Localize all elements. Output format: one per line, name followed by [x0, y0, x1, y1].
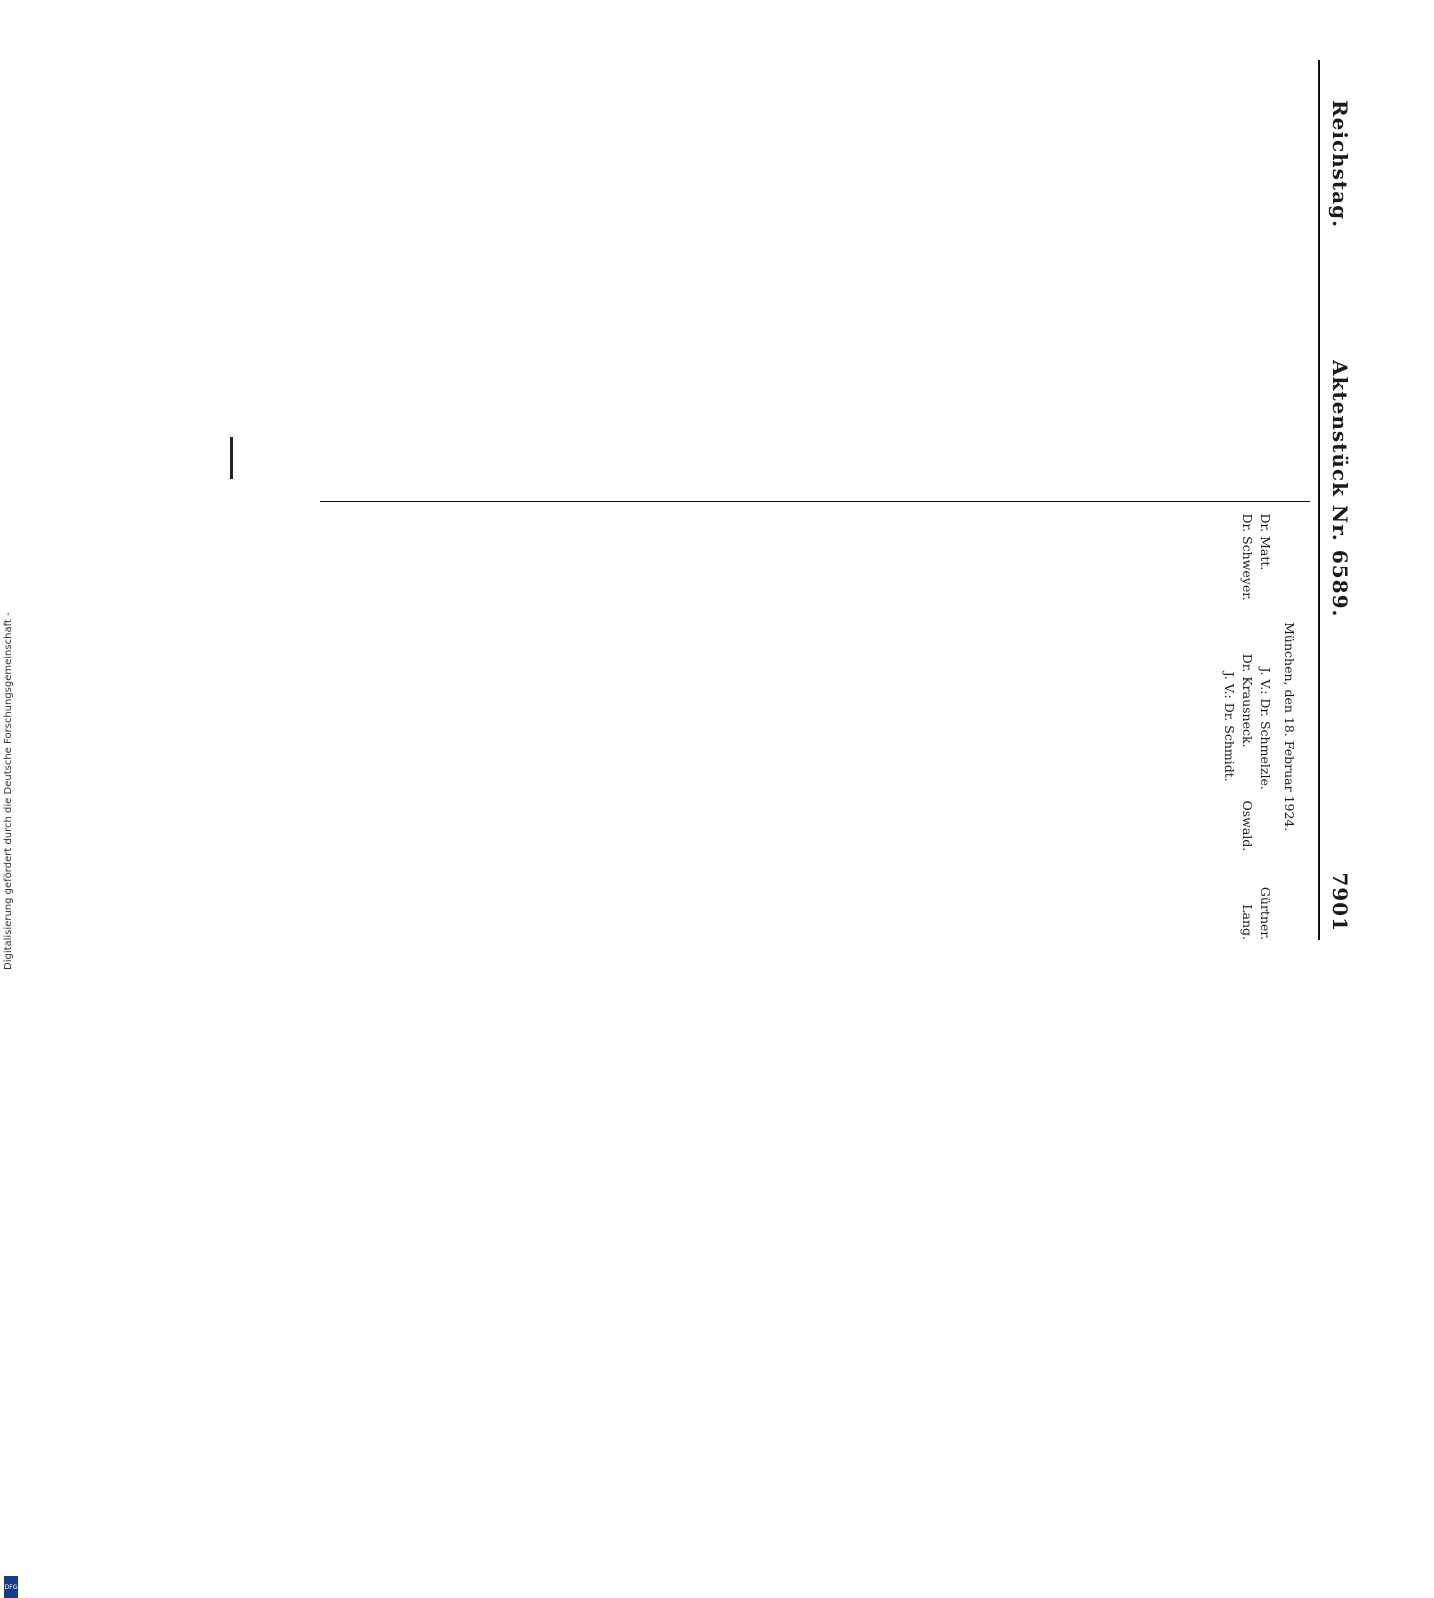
margin-mark	[230, 437, 233, 479]
signature-block	[1220, 514, 1299, 941]
column-right	[320, 501, 1310, 941]
text-columns	[320, 60, 1310, 940]
dfg-logo: DFG	[4, 1576, 18, 1598]
header-left: Reichstag.	[1328, 100, 1352, 229]
column-left	[320, 60, 1310, 487]
document-page	[310, 60, 1360, 940]
header-center: Aktenstück Nr. 6589.	[1328, 360, 1352, 618]
signature: J. V.: Dr. Schmelzle.	[1257, 667, 1273, 790]
page-number: 7901	[1328, 872, 1352, 932]
signature: Lang.	[1239, 904, 1255, 940]
signature: Dr. Schweyer.	[1239, 513, 1255, 601]
signature: Dr. Matt.	[1257, 513, 1273, 571]
signature-line-2	[1238, 514, 1256, 941]
place-date: München, den 18. Februar 1924.	[1282, 622, 1297, 832]
digitization-footer	[3, 610, 19, 1591]
signature: Gürtner.	[1257, 886, 1273, 940]
signature: J. V.: Dr. Schmidt.	[1221, 671, 1237, 782]
signature-line-3	[1220, 514, 1238, 941]
footer-text: Digitalisierung gefördert durch die Deutsche Forschungsgemeinschaft -	[3, 612, 14, 970]
signature-line-1	[1256, 514, 1274, 941]
page-header	[1318, 60, 1360, 940]
signature: Oswald.	[1239, 800, 1255, 852]
signature: Dr. Krausneck.	[1239, 653, 1255, 748]
